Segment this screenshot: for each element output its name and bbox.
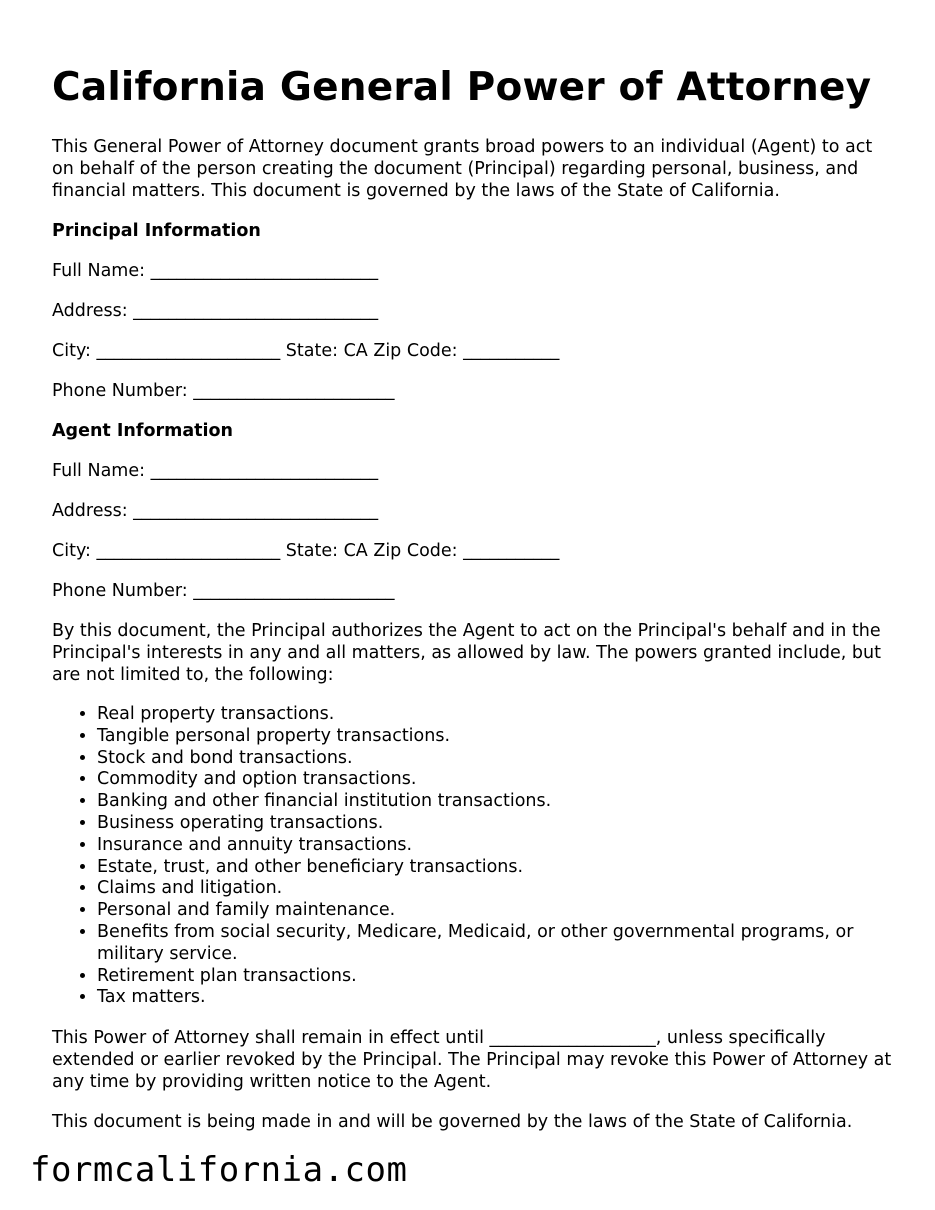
- list-item: • Banking and other financial institution transactions.: [97, 791, 892, 813]
- list-item: • Business operating transactions.: [97, 813, 892, 835]
- principal-address-field[interactable]: Address: ____________________________: [52, 301, 379, 321]
- agent-full-name-field[interactable]: Full Name: __________________________: [52, 461, 379, 481]
- watermark: formcalifornia.com: [30, 1150, 408, 1190]
- principal-heading: Principal Information: [52, 221, 261, 241]
- list-item: • Stock and bond transactions.: [97, 748, 892, 770]
- principal-full-name-field[interactable]: Full Name: __________________________: [52, 261, 379, 281]
- agent-heading: Agent Information: [52, 421, 233, 441]
- agent-address-field[interactable]: Address: ____________________________: [52, 501, 379, 521]
- list-item: • Commodity and option transactions.: [97, 769, 892, 791]
- list-item: • Estate, trust, and other beneficiary transactions.: [97, 857, 892, 879]
- list-item: • Retirement plan transactions.: [97, 966, 892, 988]
- list-item: • Real property transactions.: [97, 704, 892, 726]
- principal-phone-field[interactable]: Phone Number: _______________________: [52, 381, 395, 401]
- authorization-paragraph: By this document, the Principal authorizes the Agent to act on the Principal's behalf and in the Principal's interests in any and all matters, as allowed by law. The powers granted include, but are not limited to, the following:: [52, 621, 881, 685]
- governing-law-paragraph: This document is being made in and will be governed by the laws of the State of California.: [52, 1112, 853, 1133]
- list-item: • Tax matters.: [97, 987, 892, 1009]
- list-item: • Tangible personal property transactions.: [97, 726, 892, 748]
- duration-paragraph: This Power of Attorney shall remain in effect until ___________________, unless specifically extended or earlier revoked by the Principal. The Principal may revoke this Power of Attorney at any time by providing written notice to the Agent.: [52, 1028, 892, 1093]
- list-item: • Claims and litigation.: [97, 878, 892, 900]
- list-item: • Insurance and annuity transactions.: [97, 835, 892, 857]
- list-item: • Personal and family maintenance.: [97, 900, 892, 922]
- list-item: • Benefits from social security, Medicare, Medicaid, or other governmental programs, or military service.: [97, 922, 892, 966]
- agent-city-state-zip-field[interactable]: City: _____________________ State: CA Zip Code: ___________: [52, 541, 560, 561]
- document-title: California General Power of Attorney: [52, 65, 872, 110]
- principal-city-state-zip-field[interactable]: City: _____________________ State: CA Zip Code: ___________: [52, 341, 560, 361]
- intro-paragraph: This General Power of Attorney document grants broad powers to an individual (Agent) to act on behalf of the person creating the document (Principal) regarding personal, business, and financial matters. This document is governed by the laws of the State of California.: [52, 137, 873, 201]
- document-page: [52, 64, 892, 1151]
- powers-list: [52, 704, 892, 1009]
- agent-phone-field[interactable]: Phone Number: _______________________: [52, 581, 395, 601]
